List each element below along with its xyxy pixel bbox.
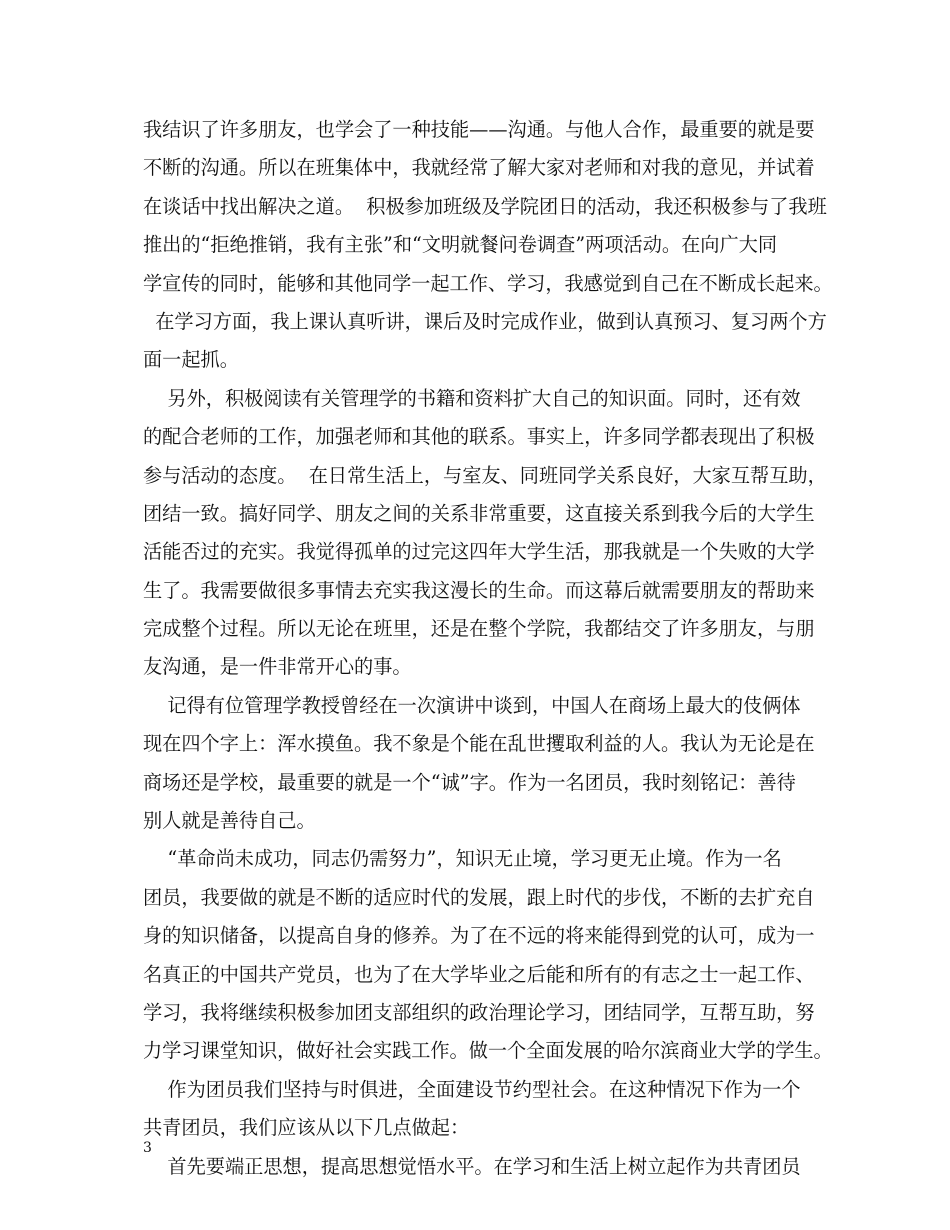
text-line: 团员，我要做的就是不断的适应时代的发展，跟上时代的步伐，不断的去扩充自	[143, 885, 815, 909]
text-line: 记得有位管理学教授曾经在一次演讲中谈到，中国人在商场上最大的伎俩体	[143, 693, 801, 717]
text-line: 在谈话中找出解决之道。 积极参加班级及学院团日的活动，我还积极参与了我班	[143, 194, 827, 218]
text-line: 不断的沟通。所以在班集体中，我就经常了解大家对老师和对我的意见，并试着	[143, 156, 815, 180]
text-line: 力学习课堂知识，做好社会实践工作。做一个全面发展的哈尔滨商业大学的学生。	[143, 1039, 833, 1063]
text-line: 生了。我需要做很多事情去充实我这漫长的生命。而这幕后就需要朋友的帮助来	[143, 578, 815, 602]
text-line: 在学习方面，我上课认真听讲，课后及时完成作业，做到认真预习、复习两个方	[143, 309, 827, 333]
text-line: 完成整个过程。所以无论在班里，还是在整个学院，我都结交了许多朋友，与朋	[143, 617, 815, 641]
text-line: 学宣传的同时，能够和其他同学一起工作、学习，我感觉到自己在不断成长起来。	[143, 271, 833, 295]
text-line: 名真正的中国共产党员，也为了在大学毕业之后能和所有的有志之士一起工作、	[143, 962, 815, 986]
body-text	[143, 111, 833, 1186]
text-line: 活能否过的充实。我觉得孤单的过完这四年大学生活，那我就是一个失败的大学	[143, 540, 815, 564]
page-number: 3	[143, 1140, 152, 1156]
text-line: 首先要端正思想，提高思想觉悟水平。在学习和生活上树立起作为共青团员	[143, 1154, 801, 1178]
text-line: 的配合老师的工作，加强老师和其他的联系。事实上，许多同学都表现出了积极	[143, 425, 815, 449]
text-line: 别人就是善待自己。	[143, 809, 316, 833]
text-line: 学习，我将继续积极参加团支部组织的政治理论学习，团结同学，互帮互助，努	[143, 1000, 815, 1024]
text-line: 团结一致。搞好同学、朋友之间的关系非常重要，这直接关系到我今后的大学生	[143, 501, 815, 525]
text-line: “革命尚未成功，同志仍需努力”，知识无止境，学习更无止境。作为一名	[143, 847, 782, 871]
text-line: 共青团员，我们应该从以下几点做起：	[143, 1116, 470, 1140]
text-line: 面一起抓。	[143, 348, 239, 372]
text-line: 商场还是学校，最重要的就是一个“诚”字。作为一名团员，我时刻铭记：善待	[143, 770, 796, 794]
text-line: 参与活动的态度。 在日常生活上，与室友、同班同学关系良好，大家互帮互助，	[143, 463, 827, 487]
text-line: 我结识了许多朋友，也学会了一种技能——沟通。与他人合作，最重要的就是要	[143, 118, 815, 141]
text-line: 现在四个字上：浑水摸鱼。我不象是个能在乱世攫取利益的人。我认为无论是在	[143, 732, 815, 756]
text-line: 另外，积极阅读有关管理学的书籍和资料扩大自己的知识面。同时，还有效	[143, 386, 801, 410]
text-line: 作为团员我们坚持与时俱进，全面建设节约型社会。在这种情况下作为一个	[143, 1077, 801, 1101]
text-line: 友沟通，是一件非常开心的事。	[143, 655, 412, 679]
text-line: 身的知识储备，以提高自身的修养。为了在不远的将来能得到党的认可，成为一	[143, 924, 815, 948]
text-line: 推出的“拒绝推销，我有主张”和“文明就餐问卷调查”两项活动。在向广大同	[143, 233, 778, 257]
